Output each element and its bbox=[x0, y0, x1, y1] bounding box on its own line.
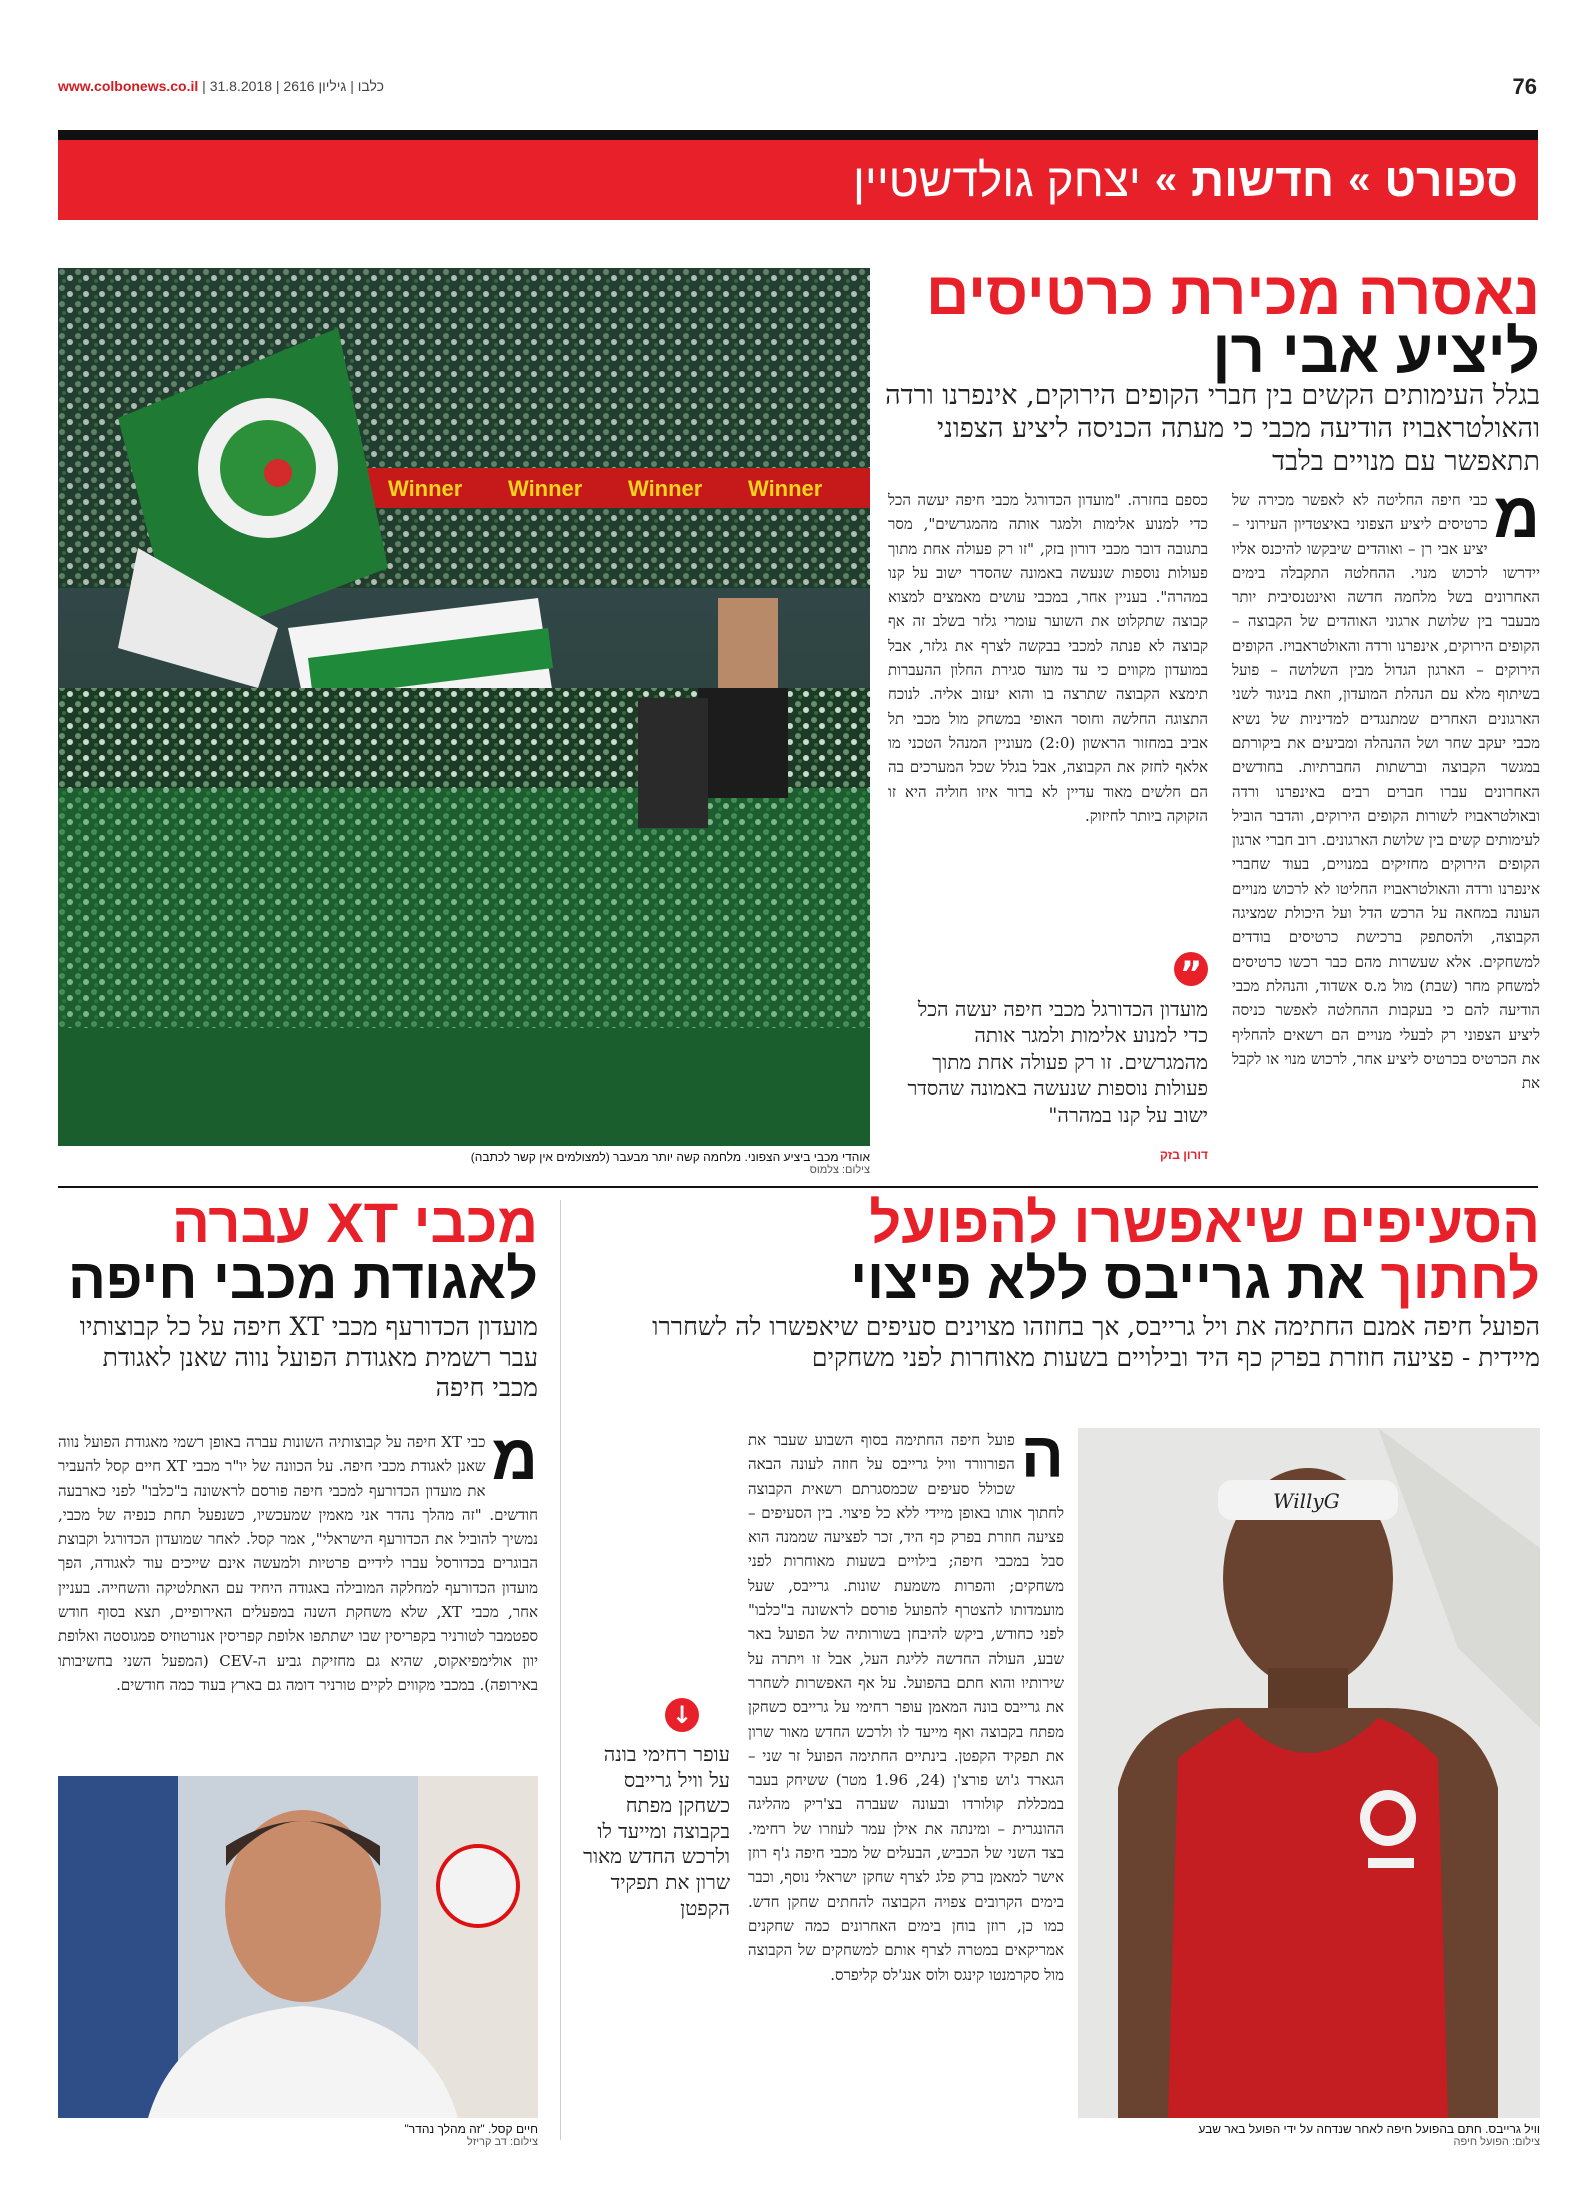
quote-author: דורון בזק bbox=[1159, 1148, 1208, 1162]
article3-body bbox=[58, 1430, 538, 1766]
article3-subheadline: מועדון הכדורעף מכבי XT חיפה על כל קבוצותיו עבר רשמית מאגודת הפועל נווה שאנן לאגודת מכבי חיפה bbox=[79, 1312, 538, 1402]
graves-photo bbox=[1078, 1428, 1540, 2118]
quote-mark-icon: ” bbox=[1174, 952, 1208, 986]
article2-pull-quote: עופר רחימי בונה על וויל גרייבס כשחקן מפתח בקבוצה ומייעד לו ולרכש החדש מאור שרון את תפקיד הקפטן bbox=[583, 1742, 730, 1920]
paper-name: כלבו bbox=[357, 78, 384, 94]
svg-text:Winner: Winner bbox=[388, 476, 463, 501]
article-separator bbox=[58, 1186, 1538, 1188]
kesel-photo-caption bbox=[58, 2122, 538, 2148]
article1-col2-text: כספם בחזרה. "מועדון הכדורגל מכבי חיפה יעשה הכל כדי למנוע אלימות ולמגר אותה מהמגרשים", מסר בתגובה דובר מכבי דורון בזק, "זו רק פעולה אחת מתוך פעולות נוספות שנעשה באמונה שהסדר ישוב על קנו במהרה". בעניין אחר, במכבי עושים מאמצים למצוא קבוצה שתקלוט את השוער עומרי גלזר בשלב זה אף קבוצה לא פנתה למכבי בבקשה לצרף את גלזר, אבל במועדון מקווים כי עד מועד סגירת החלון ההעברות תימצא הקבוצה שתרצה בו והוא יעזוב אליה. לנוכח התצוגה החלשה וחוסר האופי במשחק מול מכבי תל אביב במחזור הראשון (2:0) מעוניין המנהל הטכני מו אלאף לחזק את הקבוצה, אבל בגלל שכל המערכים בה הם חלשים מאוד עדיין לא ברור איזו חוליה היא זו הזקוקה ביותר לחיזוק. bbox=[888, 491, 1208, 825]
svg-text:Winner: Winner bbox=[628, 476, 703, 501]
article2-body bbox=[748, 1428, 1064, 2138]
article2-headline bbox=[585, 1247, 1540, 1310]
article1-column-left bbox=[888, 488, 1208, 936]
article2-subheadline: הפועל חיפה אמנם החתימה את ויל גרייבס, אך בחוזהו מצוינים סעיפים שיאפשרו לה לשחררו מיידית - פציעה חוזרת בפרק כף היד ובילויים בשעות מאוחרות לפני משחקים bbox=[652, 1312, 1540, 1372]
caption-text: חיים קסל. "זה מהלך נהדר" bbox=[404, 2122, 538, 2136]
article1-quote-block bbox=[888, 952, 1208, 1162]
photo-credit: צילום: צלמוס bbox=[809, 1164, 870, 1176]
page-number: 76 bbox=[1512, 74, 1537, 99]
site-url[interactable]: www.colbonews.co.il bbox=[58, 78, 199, 94]
kesel-photo bbox=[58, 1776, 538, 2118]
caption-text: אוהדי מכבי ביציע הצפוני. מלחמה קשה יותר מבעבר (למצולמים אין קשר לכתבה) bbox=[470, 1150, 870, 1164]
article1-dropcap: מ bbox=[1493, 488, 1540, 551]
article2-body-text: פועל חיפה החתימה בסוף השבוע שעבר את הפורוורד וויל גרייבס על חוזה לעונה הבאה שכולל סעיפים שכמסגרתם רשאית הקבוצה לחתוך אותו באופן מיידי ללא כל פיצוי. בין הסעיפים – פציעה חוזרת בפרק כף היד, זכר לפציעה שממנה הוא סבל במכבי חיפה; בילויים בשעות מאוחרות לפני משחקים; והפרות משמעת שונות. גרייבס, שעל מועמדותו להצטרף להפועל פורסם לראשונה ב"כלבו" לפני כחודש, ביקש להיבחן בשורותיה של הפועל באר שבע, העולה החדשה לליגת העל, אבל זו ויתרה על שירותיו והוא חתם בהפועל. על אף האפשרות לשחרר את גרייבס בונה המאמן עופר רחימי על גרייבס כשחקן מפתח בקבוצה ואף מייעד לו ולרכש החדש מאור שרון את תפקיד הקפטן. בינתיים החתימה הפועל זר שני – הגארד ג'וש פורצ'ן (24, 1.96 מטר) ששיחק בעבר במכללת קולורדו ובעונה שעברה בצ'ריק מהליגה ההונגרית – ומינתה את אילן עמר לעוזרו של רחימי. בצד השני של הכביש, הבעלים של מכבי חיפה ג'ף רוזן אישר למאמן ברק פלג לצרף שחקן ישראלי נוסף, וכבר בימים הקרובים צפויה הקבוצה להחתים שחקן חדש. כמו כן, רוזן בוחן בימים האחרונים כמה שחקנים אמריקאים במטרה לצרף אותם למשחקים של הקבוצה מול סקרמנטו קינגס ולוס אנג'לס קליפרס. bbox=[748, 1431, 1064, 1984]
article1-column-right bbox=[1232, 488, 1540, 1178]
top-rule bbox=[58, 130, 1538, 140]
article1-subheadline: בגלל העימותים הקשים בין חברי הקופים הירוקים, אינפרנו ורדה והאולטראבויז הודיעה מכבי כי מעתה הכניסה ליציע הצפוני תתאפשר עם מנויים בלבד bbox=[885, 380, 1540, 477]
photo-credit: צילום: הפועל חיפה bbox=[1453, 2136, 1540, 2148]
article1-headline-black: ליציע אבי רן bbox=[1212, 318, 1540, 385]
headband-text: WillyG bbox=[1273, 1489, 1340, 1513]
section-bar bbox=[58, 140, 1538, 220]
column-divider bbox=[560, 1200, 561, 2140]
chevron-icon: » bbox=[1154, 157, 1178, 202]
issue-date: 31.8.2018 bbox=[209, 78, 272, 94]
fans-photo-caption bbox=[58, 1150, 870, 1176]
article3-headline-red: מכבי XT עברה bbox=[172, 1191, 538, 1254]
svg-text:Winner: Winner bbox=[508, 476, 583, 501]
masthead: www.colbonews.co.il | כלבו | גיליון 2616 | 31.8.2018 bbox=[58, 78, 384, 94]
fans-photo bbox=[58, 268, 870, 1146]
article3-body-text: כבי XT חיפה על קבוצותיה השונות עברה באופן רשמי מאגודת הפועל נווה שאנן לאגודת מכבי חיפה. על הכוונה של יו"ר מכבי XT חיים קסל להעביר את מועדון הכדורעף למכבי חיפה פורסם לראשונה ב"כלבו" לפני כארבעה חודשים. "זה מהלך נהדר אני מאמין שמעכשיו, כשנפעל תחת כנפיה של מכבי, נמשיך להוביל את הכדורעף הישראלי", אמר קסל. לאחר שמועדון הכדורגל וקבוצת הבוגרים בכדורסל עברו לידיים פרטיות ולמעשה אינם שייכים עוד לאגודה, הפך מועדון הכדורעף למחלקה המובילה באגודה היחיד עם האתלטיקה והשחייה. בעניין אחר, מכבי XT, שלא משחקת השנה במפעלים האירופיים, תצא בסוף חודש ספטמבר לטורניר בקפריסין שבו ישתתפו אלופת קפריסין אנורטוזיס פמגוסטה ואלופת יוון אולימפיאקוס, שהיא גם מחזיקת גביע ה-CEV (המפעל השני בחשיבותו באירופה). במכבי מקווים לקיים טורניר דומה גם בארץ בעוד כמה חודשים. bbox=[58, 1433, 538, 1694]
subsection-label: חדשות bbox=[1191, 154, 1335, 206]
article2-headline-red: הסעיפים שיאפשרו להפועל bbox=[869, 1191, 1540, 1254]
player-illustration bbox=[1078, 1428, 1540, 2118]
article2-headline-black: את גרייבס ללא פיצוי bbox=[850, 1247, 1365, 1310]
photo-credit: צילום: דב קריזל bbox=[466, 2136, 538, 2148]
chevron-icon: » bbox=[1348, 157, 1371, 202]
article2-dropcap: ה bbox=[1020, 1428, 1064, 1491]
author-name: יצחק גולדשטיין bbox=[852, 154, 1141, 206]
article1-headline-red: נאסרה מכירת כרטיסים bbox=[925, 260, 1540, 327]
arrow-down-icon: ↓ bbox=[665, 1698, 699, 1732]
pull-quote: מועדון הכדורגל מכבי חיפה יעשה הכל כדי למנוע אלימות ולמגר אותה מהמגרשים. זו רק פעולה אחת מתוך פעולות נוספות שנעשה באמונה שהסדר ישוב על קנו במהרה" bbox=[907, 997, 1208, 1127]
fans-photo-illustration bbox=[58, 268, 870, 1146]
graves-photo-caption bbox=[1078, 2122, 1540, 2148]
article3-dropcap: מ bbox=[491, 1430, 538, 1493]
article1-col1-text: כבי חיפה החליטה לא לאפשר מכירה של כרטיסים ליציע הצפוני באיצטדיון העירוני – יציע אבי רן – ואוהדים שיבקשו להיכנס אליו יידרשו לרכוש מנוי. ההחלטה התקבלה בימים האחרונים בשל מלחמה חדשה ואינטנסיבית יותר מבעבר בין שלושת ארגוני האוהדים של הקבוצה – הקופים הירוקים, אינפרנו ורדה והאולטראבויז. הקופים הירוקים – הארגון הגדול מבין השלושה – פועל בשיתוף מלא עם הנהלת המועדון, וזאת בניגוד לשני הארגונים האחרים שמתנגדים למדיניות של נשיא מכבי יעקב שחר ושל ההנהלה ומביעים את ביקורתם במגשר הקבוצה וברשתות החברתיות. בחודשים האחרונים עברו חברים רבים באינפרנו ורדה ובאולטראבויז לשורות הקופים הירוקים, והדבר הוביל לעימותים קשים בין שלושת הארגונים. רוב חברי ארגון הקופים הירוקים מחזיקים במנויים, בעוד שחברי אינפרנו ורדה והאולטראבויז החליטו לא לרכוש מנויים העונה במחאה על הרכש הדל ועל היכולת שמציגה הקבוצה, ולהסתפק ברכישת כרטיסים בודדים למשחקים. אלא שעשרות מהם כבר רכשו כרטיסים למשחק מחר (שבת) מול מ.ס אשדוד, והנהלת מכבי הודיעה להם כי בעקבות ההחלטה לאפשר כניסה ליציע הצפוני רק לבעלי מנויים הם רשאים להחליף את הכרטיס בכרטיס ליציע אחר, לרכוש מנוי או לקבל את bbox=[1232, 491, 1540, 1093]
section-label: ספורט bbox=[1384, 154, 1518, 206]
article2-headline-red2: לחתוך bbox=[1380, 1247, 1540, 1310]
issue-number: גיליון 2616 bbox=[283, 78, 347, 94]
caption-text: וויל גרייבס. חתם בהפועל חיפה לאחר שנדחה על ידי הפועל באר שבע bbox=[1198, 2122, 1540, 2136]
svg-text:Winner: Winner bbox=[748, 476, 823, 501]
kesel-illustration bbox=[58, 1776, 538, 2118]
article3-headline-black: לאגודת מכבי חיפה bbox=[68, 1247, 538, 1310]
